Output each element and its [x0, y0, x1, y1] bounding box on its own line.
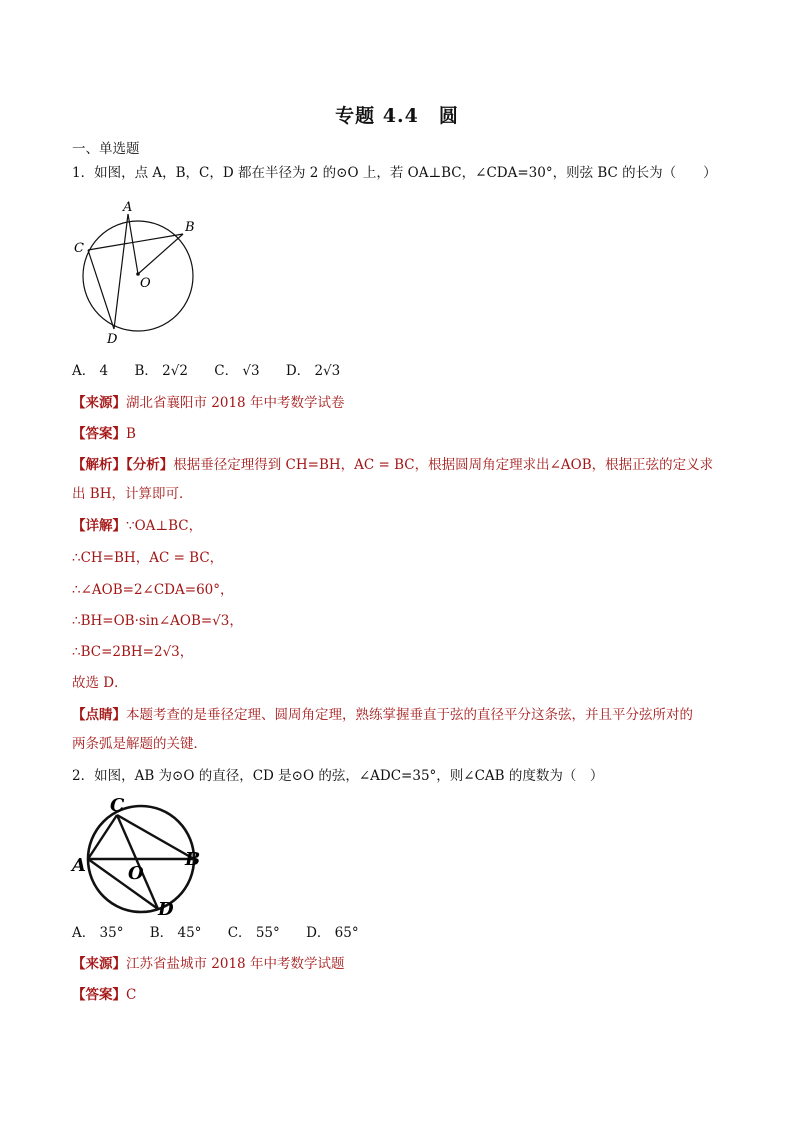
question-1-detail-line-4: ∴BH=OB·sin∠AOB=√3， [72, 613, 243, 629]
detail-tag: 【详解】 [72, 518, 126, 534]
figure-label-d: D [107, 332, 118, 347]
question-1-analysis-line-1 [72, 455, 713, 475]
choice-c: C． 55° [227, 925, 280, 941]
comment-tag: 【点睛】 [72, 707, 126, 723]
comment-text-1: 本题考查的是垂径定理、圆周角定理，熟练掌握垂直于弦的直径平分这条弦，并且平分弦所对的 [126, 707, 693, 723]
question-1-stem: 1．如图，点 A，B，C，D 都在半径为 2 的⊙O 上，若 OA⊥BC，∠CDA=30°，则弦 BC 的长为（ ） [72, 165, 717, 181]
answer-tag: 【答案】 [72, 426, 126, 442]
choice-d: D． 2√3 [285, 363, 341, 379]
question-1-comment-line-2: 两条弧是解题的关键． [72, 736, 207, 752]
question-2-source [72, 954, 344, 974]
figure-2-label-d: D [158, 899, 174, 915]
question-1-comment-line-1 [72, 705, 693, 725]
choice-b: B． 2√2 [134, 363, 188, 379]
section-heading: 一、单选题 [72, 141, 140, 157]
page-title: 专题 4.4 圆 [335, 105, 459, 127]
question-1-detail-line-6: 故选 D． [72, 675, 128, 691]
question-2-answer [72, 985, 136, 1005]
question-1-detail-line-3: ∴∠AOB=2∠CDA=60°， [72, 582, 234, 598]
figure-label-o: O [140, 276, 151, 291]
question-1-analysis-line-2: 出 BH，计算即可． [72, 486, 193, 502]
question-1-choices [72, 361, 362, 381]
choice-a: A． 35° [72, 925, 124, 941]
figure-label-a: A [123, 200, 133, 215]
source-text: 湖北省襄阳市 2018 年中考数学试卷 [126, 395, 345, 411]
source-text: 江苏省盐城市 2018 年中考数学试题 [126, 956, 345, 972]
question-2-choices [72, 923, 381, 943]
analysis-tag: 【解析】【分析】 [72, 457, 174, 473]
question-1-detail-line-1 [72, 516, 202, 536]
answer-text: C [126, 987, 137, 1003]
choice-d: D． 65° [306, 925, 359, 941]
figure-label-c: C [74, 241, 84, 256]
choice-c: C． √3 [214, 363, 260, 379]
question-2-figure [70, 795, 210, 915]
source-tag: 【来源】 [72, 395, 126, 411]
answer-tag: 【答案】 [72, 987, 126, 1003]
question-2-stem: 2．如图，AB 为⊙O 的直径，CD 是⊙O 的弦，∠ADC=35°，则∠CAB 的度数为（ ） [72, 768, 604, 784]
question-1-detail-line-5: ∴BC=2BH=2√3， [72, 644, 194, 660]
figure-2-label-b: B [185, 849, 201, 870]
question-1-source [72, 393, 344, 413]
choice-b: B． 45° [149, 925, 202, 941]
choice-a: A． 4 [72, 363, 109, 379]
figure-2-label-c: C [110, 795, 125, 816]
figure-2-label-o: O [128, 863, 144, 884]
question-1-answer [72, 424, 136, 444]
detail-text-1: ∵OA⊥BC， [126, 518, 203, 534]
figure-2-label-a: A [72, 855, 86, 876]
answer-text: B [126, 426, 136, 442]
analysis-text-1: 根据垂径定理得到 CH=BH，AC = BC，根据圆周角定理求出∠AOB，根据正弦的定义求 [173, 457, 714, 473]
source-tag: 【来源】 [72, 956, 126, 972]
question-1-figure [70, 196, 210, 348]
question-1-detail-line-2: ∴CH=BH，AC = BC， [72, 550, 224, 566]
figure-label-b: B [185, 220, 195, 235]
